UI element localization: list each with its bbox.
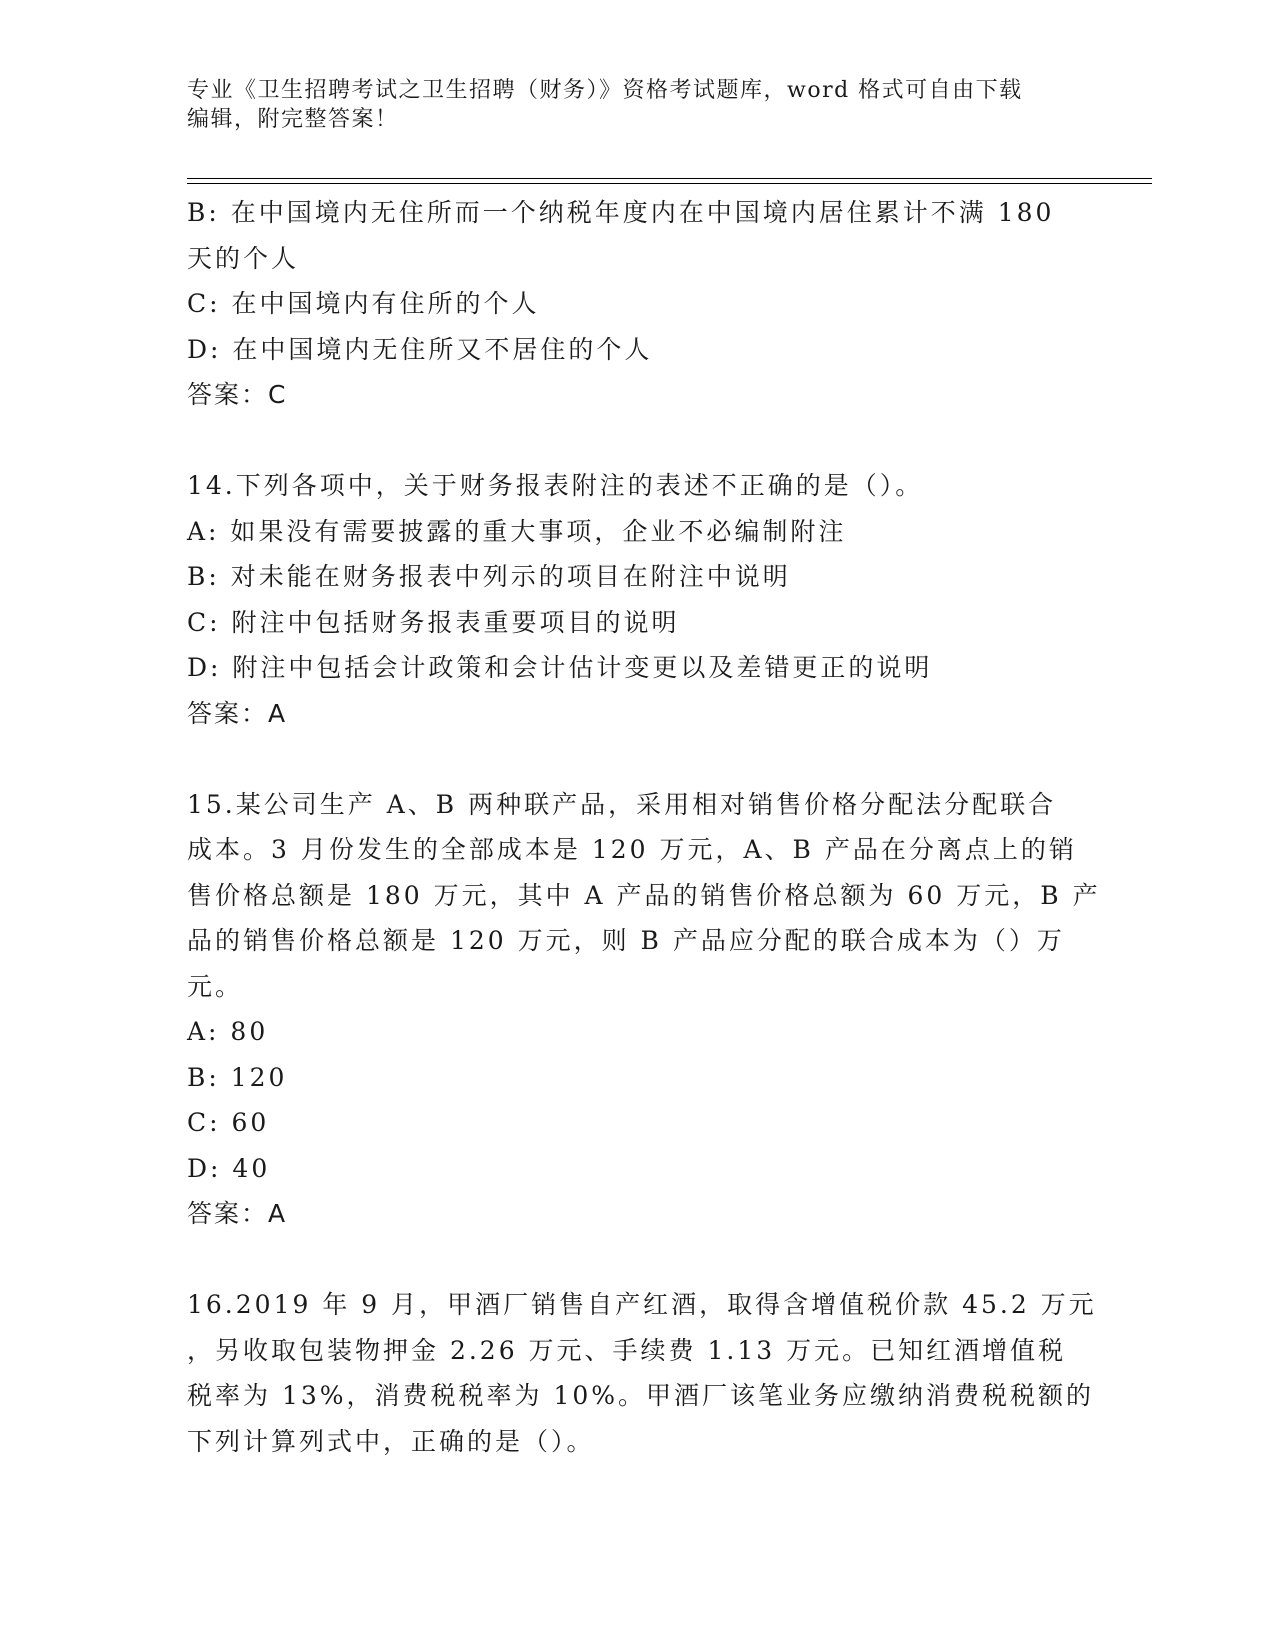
spacer (187, 736, 1067, 782)
spacer (187, 418, 1067, 464)
q14-option-b: B: 对未能在财务报表中列示的项目在附注中说明 (187, 562, 791, 591)
q15-option-a: A: 80 (187, 1017, 269, 1046)
document-header (187, 76, 1067, 134)
q14-option-c: C: 附注中包括财务报表重要项目的说明 (187, 607, 680, 637)
q13-option-b-line1: B: 在中国境内无住所而一个纳税年度内在中国境内居住累计不满 180 (187, 198, 1055, 227)
question-content (187, 190, 1101, 1464)
q16-stem-line4: 下列计算列式中，正确的是（）。 (187, 1426, 595, 1456)
q14-stem: 14.下列各项中，关于财务报表附注的表述不正确的是（）。 (187, 471, 924, 500)
header-divider-top (187, 178, 1152, 179)
q15-stem-line1: 15.某公司生产 A、B 两种联产品，采用相对销售价格分配法分配联合 (187, 789, 1057, 819)
q13-answer: 答案：C (187, 380, 288, 409)
q15-stem-line3: 售价格总额是 180 万元，其中 A 产品的销售价格总额为 60 万元，B 产 (187, 880, 1101, 910)
q15-stem-line4: 品的销售价格总额是 120 万元，则 B 产品应分配的联合成本为（）万 (187, 926, 1065, 955)
q14-option-d: D: 附注中包括会计政策和会计估计变更以及差错更正的说明 (187, 653, 933, 682)
q16-stem-line1: 16.2019 年 9 月，甲酒厂销售自产红酒，取得含增值税价款 45.2 万元 (187, 1290, 1097, 1319)
q13-option-c: C: 在中国境内有住所的个人 (187, 289, 540, 318)
q13-option-b-line2: 天的个人 (187, 243, 300, 273)
header-title-line2: 编辑，附完整答案！ (187, 107, 399, 132)
q13-option-d: D: 在中国境内无住所又不居住的个人 (187, 334, 653, 364)
header-divider-bottom (187, 183, 1152, 184)
q15-option-c: C: 60 (187, 1108, 270, 1137)
spacer (187, 1237, 1067, 1283)
q15-answer: 答案：A (187, 1199, 288, 1228)
q15-option-b: B: 120 (187, 1062, 288, 1092)
q15-option-d: D: 40 (187, 1153, 271, 1183)
q16-stem-line2: ，另收取包装物押金 2.26 万元、手续费 1.13 万元。已知红酒增值税 (187, 1335, 1067, 1365)
q16-stem-line3: 税率为 13%，消费税税率为 10%。甲酒厂该笔业务应缴纳消费税税额的 (187, 1381, 1095, 1410)
q15-stem-line2: 成本。3 月份发生的全部成本是 120 万元，A、B 产品在分离点上的销 (187, 835, 1077, 864)
q15-stem-line5: 元。 (187, 971, 244, 1001)
header-title-line1: 专业《卫生招聘考试之卫生招聘（财务）》资格考试题库，word 格式可自由下载 (187, 78, 1023, 103)
q14-option-a: A: 如果没有需要披露的重大事项，企业不必编制附注 (187, 516, 847, 546)
q14-answer: 答案：A (187, 698, 288, 728)
